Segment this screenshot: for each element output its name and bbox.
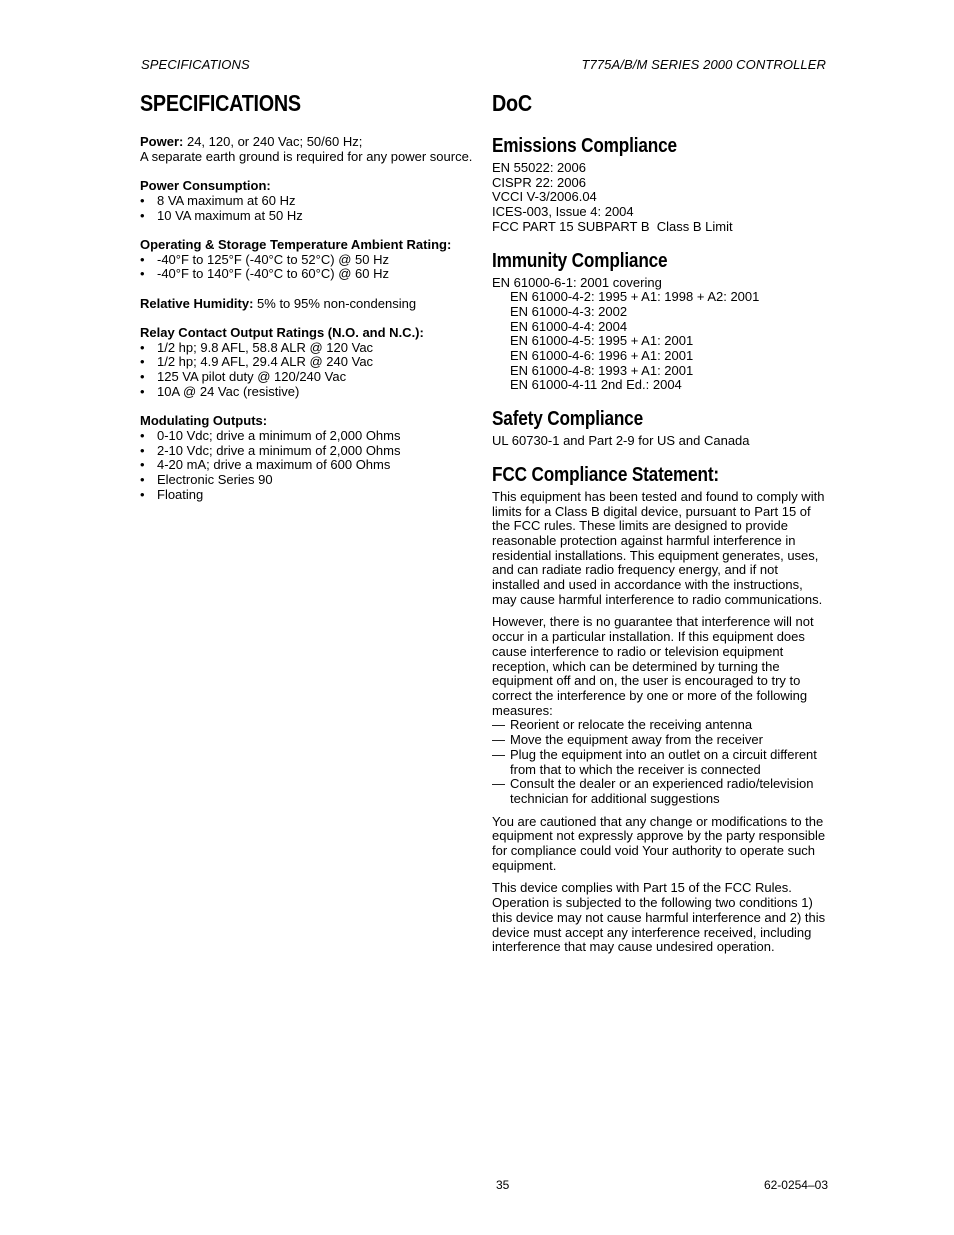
- list-item: • 2-10 Vdc; drive a minimum of 2,000 Ohms: [140, 444, 485, 459]
- text-line: FCC PART 15 SUBPART B Class B Limit: [492, 218, 733, 234]
- text-line: EN 61000-4-4: 2004: [510, 318, 628, 334]
- humidity-block: [140, 297, 485, 312]
- relay-ratings-block: [140, 326, 485, 400]
- modulating-outputs-label: Modulating Outputs:: [140, 413, 268, 429]
- power-consumption-block: [140, 179, 485, 223]
- temperature-rating-label: Operating & Storage Temperature Ambient Rating:: [140, 236, 452, 252]
- relay-ratings-label: Relay Contact Output Ratings (N.O. and N.C.):: [140, 325, 424, 341]
- list-item: — Reorient or relocate the receiving antenna: [492, 718, 832, 733]
- list-item: • 0-10 Vdc; drive a minimum of 2,000 Ohms: [140, 429, 485, 444]
- temperature-rating-block: [140, 238, 485, 282]
- humidity-value: 5% to 95% non-condensing: [257, 295, 417, 311]
- text-line: and can radiate radio frequency energy, and if not: [492, 562, 778, 578]
- text-line: However, there is no guarantee that interference will not: [492, 614, 814, 630]
- list-item: • 4-20 mA; drive a maximum of 600 Ohms: [140, 458, 485, 473]
- list-item: • -40°F to 140°F (-40°C to 60°C) @ 60 Hz: [140, 267, 485, 282]
- text-line: EN 61000-4-3: 2002: [510, 303, 628, 319]
- text-line: equipment not expressly approve by the party responsible: [492, 828, 826, 844]
- power-note: A separate earth ground is required for any power source.: [140, 148, 473, 164]
- list-item: • 8 VA maximum at 60 Hz: [140, 194, 485, 209]
- emissions-section: [492, 135, 832, 235]
- text-line: interference that may cause undesired operation.: [492, 939, 775, 955]
- text-line: EN 61000-4-11 2nd Ed.: 2004: [510, 377, 682, 393]
- list-item: • Electronic Series 90: [140, 473, 485, 488]
- text-line: EN 61000-6-1: 2001 covering: [492, 274, 662, 290]
- text-line: CISPR 22: 2006: [492, 174, 586, 190]
- modulating-outputs-block: [140, 414, 485, 502]
- text-line: ICES-003, Issue 4: 2004: [492, 204, 634, 220]
- fcc-paragraph-3: [492, 815, 832, 874]
- list-item: • 1/2 hp; 4.9 AFL, 29.4 ALR @ 240 Vac: [140, 355, 485, 370]
- text-line: the FCC rules. These limits are designed to provide: [492, 518, 789, 534]
- text-line: VCCI V-3/2006.04: [492, 189, 597, 205]
- safety-section: [492, 408, 832, 449]
- list-item: — Plug the equipment into an outlet on a circuit different from that to which the receiver is connected: [492, 748, 832, 777]
- power-value: 24, 120, or 240 Vac; 50/60 Hz;: [186, 134, 363, 149]
- list-item: • 1/2 hp; 9.8 AFL, 58.8 ALR @ 120 Vac: [140, 341, 485, 356]
- text-line: reception, which can be determined by turning the: [492, 658, 780, 674]
- text-line: EN 61000-4-6: 1996 + A1: 2001: [510, 348, 694, 364]
- safety-title: Safety Compliance: [492, 408, 643, 431]
- page-number: 35: [496, 1178, 510, 1192]
- text-line: EN 55022: 2006: [492, 160, 586, 175]
- fcc-section: [492, 464, 832, 955]
- text-line: may cause harmful interference to radio communications.: [492, 591, 823, 607]
- text-line: cause interference to radio or television equipment: [492, 643, 784, 659]
- specifications-column: [140, 90, 485, 517]
- text-line: Operation is subjected to the following two conditions 1): [492, 895, 813, 911]
- fcc-paragraph-1: [492, 490, 832, 608]
- fcc-paragraph-4: [492, 881, 832, 955]
- text-line: occur in a particular installation. If this equipment does: [492, 629, 805, 645]
- text-line: device must accept any interference received, including: [492, 924, 812, 940]
- text-line: limits for a Class B digital device, pursuant to Part 15 of: [492, 503, 811, 519]
- text-line: residential installations. This equipment generates, uses,: [492, 547, 819, 563]
- list-item: • Floating: [140, 488, 485, 503]
- document-number: 62-0254–03: [763, 1178, 828, 1192]
- fcc-measures-list: [492, 718, 832, 806]
- power-block: [140, 135, 485, 164]
- list-item: • 10 VA maximum at 50 Hz: [140, 209, 485, 224]
- power-label: Power:: [140, 134, 184, 149]
- text-line: This equipment has been tested and found to comply with: [492, 488, 825, 504]
- humidity-label: Relative Humidity:: [140, 295, 254, 311]
- text-line: This device complies with Part 15 of the FCC Rules.: [492, 880, 792, 896]
- text-line: correct the interference by one or more of the following: [492, 687, 808, 703]
- text-line: You are cautioned that any change or modifications to the: [492, 813, 824, 829]
- immunity-title: Immunity Compliance: [492, 249, 668, 272]
- text-line: EN 61000-4-5: 1995 + A1: 2001: [510, 333, 694, 349]
- list-item: • -40°F to 125°F (-40°C to 52°C) @ 50 Hz: [140, 253, 485, 268]
- specifications-title: SPECIFICATIONS: [140, 90, 301, 116]
- fcc-title: FCC Compliance Statement:: [492, 463, 719, 486]
- text-line: installed and used in accordance with the instructions,: [492, 577, 803, 593]
- text-line: for compliance could void Your authority to operate such: [492, 843, 816, 859]
- list-item: — Move the equipment away from the receiver: [492, 733, 832, 748]
- text-line: UL 60730-1 and Part 2-9 for US and Canada: [492, 433, 750, 449]
- fcc-paragraph-2: [492, 615, 832, 806]
- running-header-section: SPECIFICATIONS: [141, 57, 250, 72]
- list-item: • 10A @ 24 Vac (resistive): [140, 385, 485, 400]
- list-item: — Consult the dealer or an experienced radio/television technician for additional suggestions: [492, 777, 832, 806]
- text-line: this device may not cause harmful interference and 2) this: [492, 909, 826, 925]
- running-header-product: T775A/B/M SERIES 2000 CONTROLLER: [581, 57, 826, 72]
- text-line: EN 61000-4-2: 1995 + A1: 1998 + A2: 2001: [510, 289, 760, 305]
- emissions-title: Emissions Compliance: [492, 135, 677, 157]
- text-line: measures:: [492, 702, 553, 718]
- text-line: reasonable protection against harmful interference in: [492, 532, 796, 548]
- text-line: equipment.: [492, 857, 557, 873]
- power-consumption-label: Power Consumption:: [140, 178, 271, 194]
- list-item: • 125 VA pilot duty @ 120/240 Vac: [140, 370, 485, 385]
- doc-title: DoC: [492, 90, 532, 116]
- doc-column: [492, 90, 832, 970]
- text-line: EN 61000-4-8: 1993 + A1: 2001: [510, 362, 694, 378]
- immunity-section: [492, 250, 832, 394]
- text-line: equipment off and on, the user is encouraged to try to: [492, 673, 801, 689]
